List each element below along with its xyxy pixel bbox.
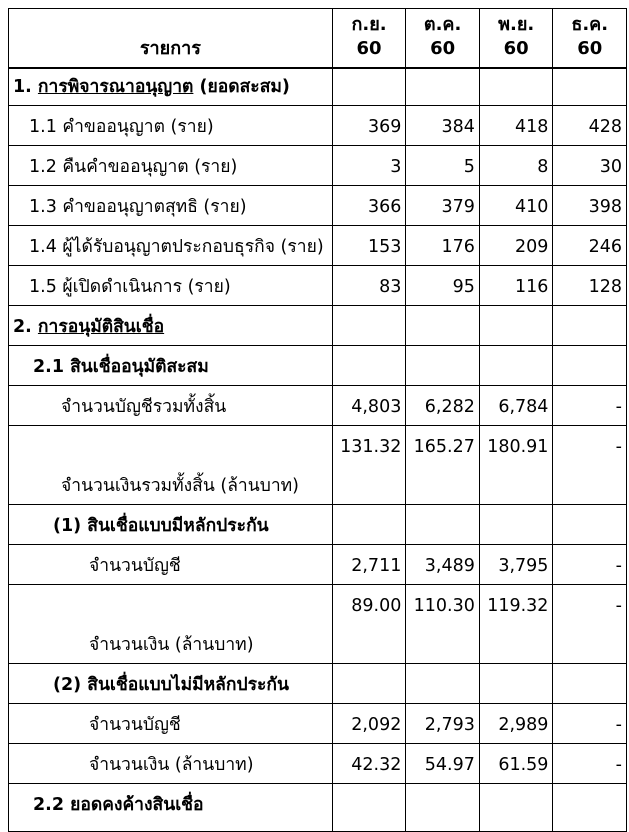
- row-1-4-label-text: 1.4 ผู้ได้รับอนุญาตประกอบธุรกิจ (ราย): [29, 237, 324, 257]
- table-row: [9, 426, 627, 505]
- header-month-nov-l1: พ.ย.: [498, 14, 535, 35]
- value-cell: 153: [332, 226, 406, 266]
- value-cell: 8: [479, 146, 553, 186]
- table-row: [9, 386, 627, 426]
- empty-cell: [553, 505, 627, 545]
- table-row: [9, 744, 627, 784]
- section-1-number: 1.: [13, 77, 32, 97]
- value-cell: 42.32: [332, 744, 406, 784]
- empty-cell: [406, 784, 480, 832]
- value-cell: 2,793: [406, 704, 480, 744]
- subsection-2-1-label: 2.1 สินเชื่ออนุมัติสะสม: [9, 346, 333, 386]
- value-cell: 369: [332, 106, 406, 146]
- empty-cell: [479, 505, 553, 545]
- empty-cell: [332, 346, 406, 386]
- value-cell: 246: [553, 226, 627, 266]
- value-cell: -: [553, 386, 627, 426]
- empty-cell: [332, 664, 406, 704]
- value-cell: 2,711: [332, 545, 406, 585]
- value-cell: -: [553, 545, 627, 585]
- row-1-2-label: 1.2 คืนคำขออนุญาต (ราย): [9, 146, 333, 186]
- subsection-2-2-label: 2.2 ยอดคงค้างสินเชื่อ: [9, 784, 333, 832]
- header-month-sep: [332, 9, 406, 69]
- value-cell: 30: [553, 146, 627, 186]
- value-cell: -: [553, 426, 627, 505]
- section-2-title: การอนุมัติสินเชื่อ: [37, 317, 165, 337]
- value-cell: 116: [479, 266, 553, 306]
- value-cell: 428: [553, 106, 627, 146]
- section-1-title: การพิจารณาอนุญาต: [37, 77, 194, 97]
- header-month-dec-l2: 60: [577, 38, 603, 59]
- value-cell: 180.91: [479, 426, 553, 505]
- header-month-sep-l1: ก.ย.: [351, 14, 387, 35]
- empty-cell: [479, 68, 553, 106]
- header-month-nov-l2: 60: [503, 38, 529, 59]
- empty-cell: [332, 306, 406, 346]
- table-row: [9, 106, 627, 146]
- row-1-5-label: 1.5 ผู้เปิดดำเนินการ (ราย): [9, 266, 333, 306]
- value-cell: 398: [553, 186, 627, 226]
- value-cell: 83: [332, 266, 406, 306]
- value-cell: 95: [406, 266, 480, 306]
- empty-cell: [406, 505, 480, 545]
- empty-cell: [479, 784, 553, 832]
- value-cell: 6,784: [479, 386, 553, 426]
- value-cell: 110.30: [406, 585, 480, 664]
- value-cell: 2,092: [332, 704, 406, 744]
- value-cell: 89.00: [332, 585, 406, 664]
- section-2-number: 2.: [13, 317, 32, 337]
- header-month-dec: [553, 9, 627, 69]
- value-cell: 5: [406, 146, 480, 186]
- value-cell: 6,282: [406, 386, 480, 426]
- header-month-oct: [406, 9, 480, 69]
- header-month-nov: [479, 9, 553, 69]
- row-sec2-accounts-label: จำนวนบัญชี: [9, 704, 333, 744]
- value-cell: -: [553, 704, 627, 744]
- section-1-label: [9, 68, 333, 106]
- empty-cell: [553, 306, 627, 346]
- header-month-oct-l1: ต.ค.: [423, 14, 462, 35]
- value-cell: 131.32: [332, 426, 406, 505]
- value-cell: 3: [332, 146, 406, 186]
- empty-cell: [406, 68, 480, 106]
- subsection-row-sec1: [9, 505, 627, 545]
- section-row-2: [9, 306, 627, 346]
- table-row: [9, 266, 627, 306]
- empty-cell: [406, 306, 480, 346]
- header-month-oct-l2: 60: [430, 38, 456, 59]
- row-2-1-accounts-label: จำนวนบัญชีรวมทั้งสิ้น: [9, 386, 333, 426]
- value-cell: 119.32: [479, 585, 553, 664]
- empty-cell: [479, 306, 553, 346]
- value-cell: 366: [332, 186, 406, 226]
- report-table: [8, 8, 627, 832]
- value-cell: 3,795: [479, 545, 553, 585]
- value-cell: 54.97: [406, 744, 480, 784]
- section-row-1: [9, 68, 627, 106]
- value-cell: 3,489: [406, 545, 480, 585]
- row-sec1-amount-label: จำนวนเงิน (ล้านบาท): [9, 585, 333, 664]
- value-cell: 2,989: [479, 704, 553, 744]
- value-cell: 379: [406, 186, 480, 226]
- value-cell: -: [553, 744, 627, 784]
- value-cell: -: [553, 585, 627, 664]
- header-item: รายการ: [9, 9, 333, 69]
- empty-cell: [553, 784, 627, 832]
- table-row: [9, 146, 627, 186]
- subsection-row-2-2: [9, 784, 627, 832]
- row-sec1-accounts-label: จำนวนบัญชี: [9, 545, 333, 585]
- subsection-sec2-label: (2) สินเชื่อแบบไม่มีหลักประกัน: [9, 664, 333, 704]
- value-cell: 61.59: [479, 744, 553, 784]
- subsection-row-sec2: [9, 664, 627, 704]
- table-row: [9, 186, 627, 226]
- row-1-1-label: 1.1 คำขออนุญาต (ราย): [9, 106, 333, 146]
- row-sec2-amount-label: จำนวนเงิน (ล้านบาท): [9, 744, 333, 784]
- subsection-sec1-label: (1) สินเชื่อแบบมีหลักประกัน: [9, 505, 333, 545]
- empty-cell: [332, 68, 406, 106]
- header-month-dec-l1: ธ.ค.: [571, 14, 609, 35]
- empty-cell: [553, 346, 627, 386]
- empty-cell: [332, 784, 406, 832]
- section-2-label: [9, 306, 333, 346]
- empty-cell: [479, 664, 553, 704]
- header-month-sep-l2: 60: [356, 38, 382, 59]
- row-2-1-amount-label: จำนวนเงินรวมทั้งสิ้น (ล้านบาท): [9, 426, 333, 505]
- empty-cell: [553, 664, 627, 704]
- value-cell: 176: [406, 226, 480, 266]
- table-row: [9, 704, 627, 744]
- value-cell: 128: [553, 266, 627, 306]
- row-1-3-label: 1.3 คำขออนุญาตสุทธิ (ราย): [9, 186, 333, 226]
- value-cell: 165.27: [406, 426, 480, 505]
- subsection-row-2-1: [9, 346, 627, 386]
- value-cell: 418: [479, 106, 553, 146]
- value-cell: 384: [406, 106, 480, 146]
- empty-cell: [553, 68, 627, 106]
- header-row: [9, 9, 627, 69]
- empty-cell: [479, 346, 553, 386]
- value-cell: 209: [479, 226, 553, 266]
- table-row: [9, 585, 627, 664]
- section-1-suffix: (ยอดสะสม): [199, 77, 290, 97]
- row-1-4-label: [9, 226, 333, 266]
- table-row: [9, 226, 627, 266]
- value-cell: 410: [479, 186, 553, 226]
- value-cell: 4,803: [332, 386, 406, 426]
- empty-cell: [406, 346, 480, 386]
- empty-cell: [406, 664, 480, 704]
- empty-cell: [332, 505, 406, 545]
- table-row: [9, 545, 627, 585]
